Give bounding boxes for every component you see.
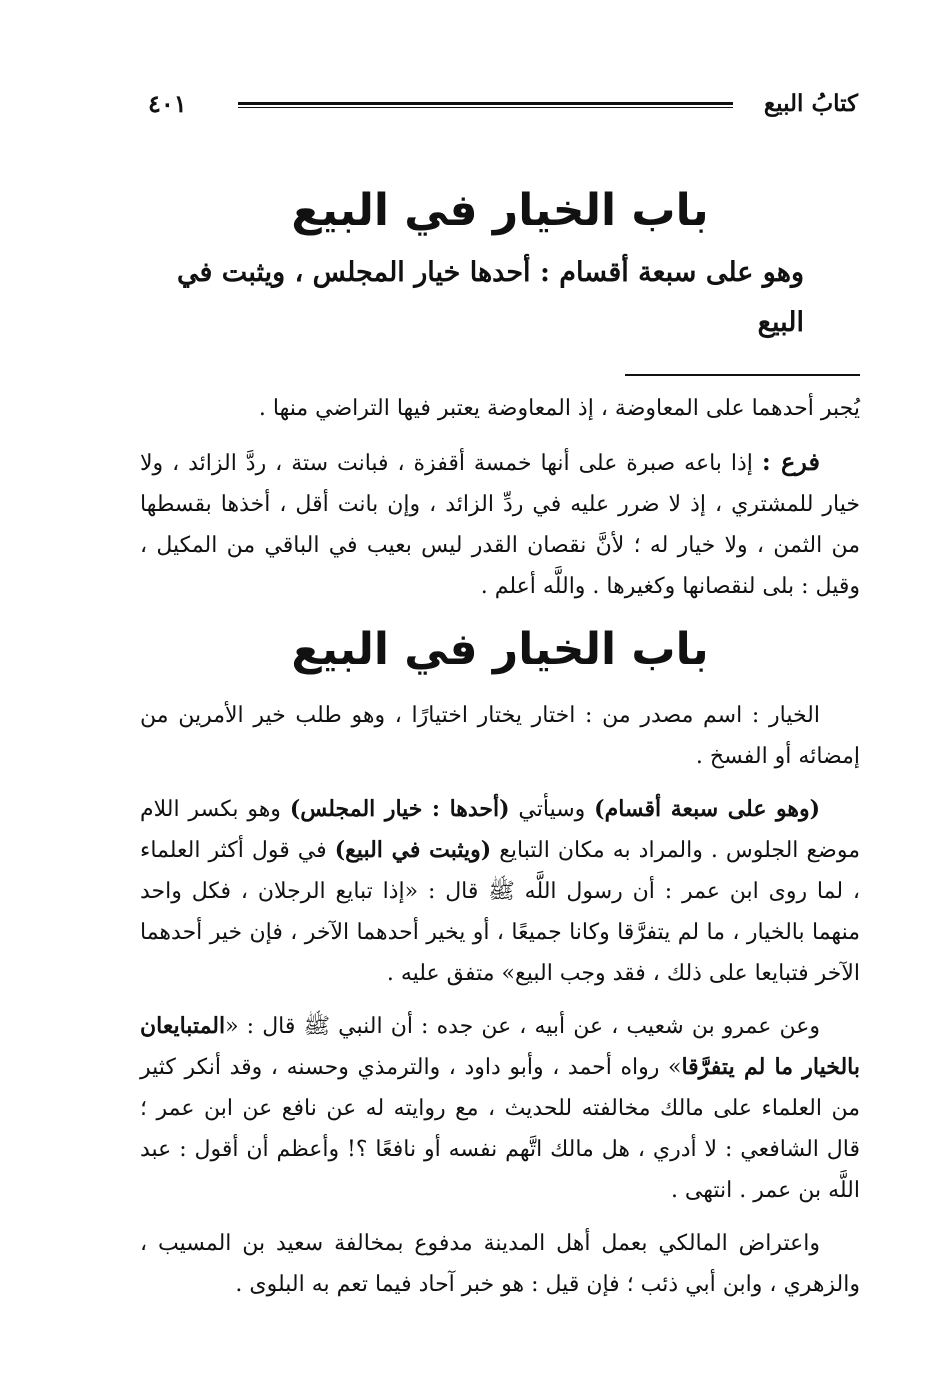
p4-seg-0: (وهو على سبعة أقسام) (594, 796, 820, 822)
chapter-title-2: باب الخيار في البيع (291, 624, 709, 675)
matn-line: وهو على سبعة أقسام : أحدها خيار المجلس ، ويثبت في البيع (177, 257, 804, 338)
p4-seg-5: في قول أكثر العلماء ، لما روى ابن عمر : أن رسول اللَّه ﷺ قال : «إذا تبايع الرجلان ، فكل واحد منهما بالخيار ، ما لم يتفرَّقا وكانا جميعًا ، أو يخير أحدهما الآخر ، فإن خير أحدهما الآخر فتبايعا على ذلك ، فقد وجب البيع» متفق عليه . (140, 838, 860, 986)
p5-seg-2: » رواه أحمد ، وأبو داود ، والترمذي وحسنه ، وقد أنكر كثير من العلماء على مالك مخالفته للحديث ، مع روايته له عن نافع عن ابن عمر ؛ قال الشافعي : لا أدري ، هل مالك اتَّهم نفسه أو نافعًا ؟! وأعظم أن أقول : عبد اللَّه بن عمر . انتهى . (140, 1055, 860, 1203)
paragraph-5 (140, 1006, 860, 1211)
p5-seg-0: وعن عمرو بن شعيب ، عن أبيه ، عن جده : أن النبي ﷺ قال : « (225, 1014, 820, 1039)
p4-seg-4: (ويثبت في البيع) (334, 837, 492, 863)
header-divider (238, 102, 733, 105)
paragraph-2 (140, 441, 860, 607)
paragraph-3: الخيار : اسم مصدر من : اختار يختار اختيارًا ، وهو طلب خير الأمرين من إمضائه أو الفسخ . (140, 703, 860, 769)
far-label: فرع : (761, 447, 821, 476)
p5-seg-1: المتبايعان بالخيار ما لم يتفرَّقا (140, 1013, 860, 1080)
chapter-title: باب الخيار في البيع (291, 185, 709, 236)
header-title: كتابُ البيع (763, 90, 858, 117)
paragraph-6: واعتراض المالكي بعمل أهل المدينة مدفوع بمخالفة سعيد بن المسيب ، والزهري ، وابن أبي ذئب ؛ فإن قيل : هو خبر آحاد فيما تعم به البلوى . (140, 1231, 860, 1297)
paragraph-4 (140, 789, 860, 994)
p4-seg-1: وسيأتي (509, 797, 595, 822)
footnote-separator (625, 374, 860, 376)
p4-seg-3: وهو بكسر اللام موضع الجلوس . والمراد به مكان التبايع (140, 797, 860, 863)
far-text: إذا باعه صبرة على أنها خمسة أقفزة ، فبانت ستة ، ردَّ الزائد ، ولا خيار للمشتري ، إذ لا ضرر عليه في ردِّ الزائد ، وإن بانت أقل ، أخذها بقسطها من الثمن ، ولا خيار له ؛ لأنَّ نقصان القدر ليس بعيب في الباقي من المكيل ، وقيل : بلى لنقصانها وكغيرها . واللَّه أعلم . (140, 451, 860, 599)
running-header (148, 86, 858, 122)
p4-seg-2: (أحدها : خيار المجلس) (289, 796, 510, 822)
page-number: ٤٠١ (148, 89, 187, 118)
paragraph-1: يُجبر أحدهما على المعاوضة ، إذ المعاوضة يعتبر فيها التراضي منها . (258, 396, 860, 421)
text-area (140, 178, 860, 1305)
